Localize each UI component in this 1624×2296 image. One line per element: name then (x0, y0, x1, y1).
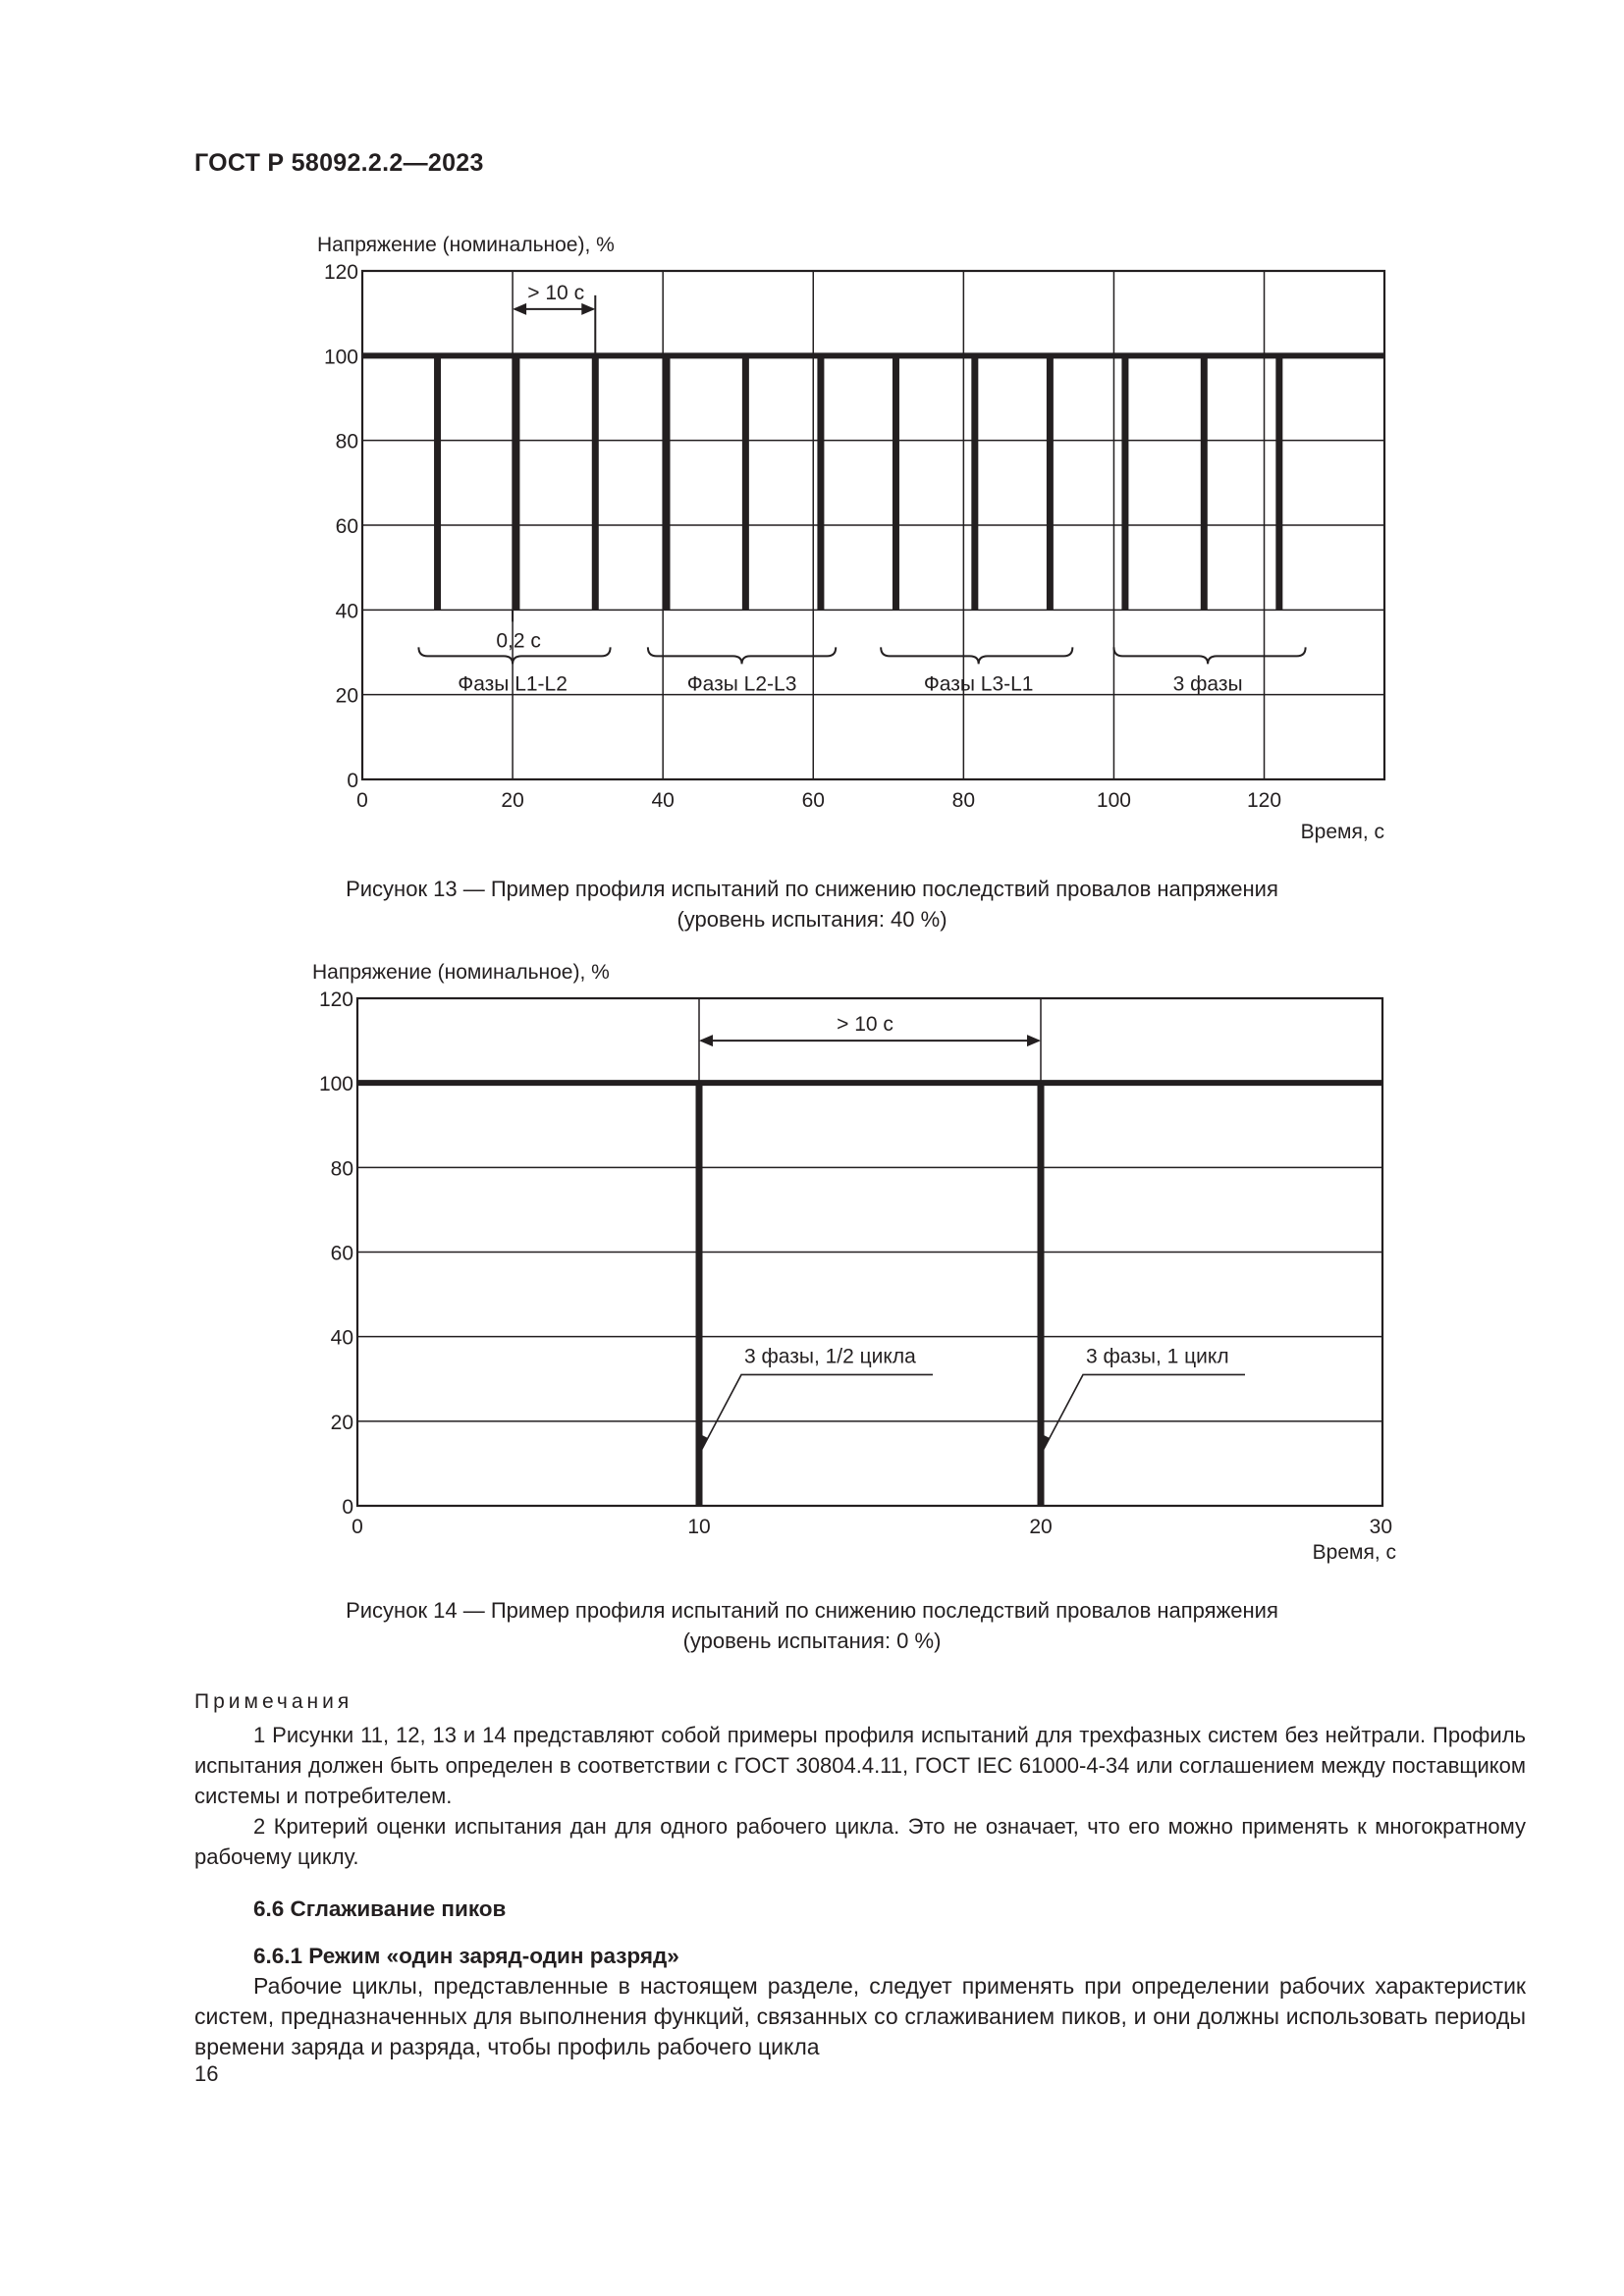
y-tick-label: 40 (335, 600, 358, 623)
note-1: 1 Рисунки 11, 12, 13 и 14 представляют собой примеры профиля испытаний для трехфазных систем без нейтрали. Профиль испытания должен быть определен в соответствии с ГОСТ 30804.4.11, ГОСТ IEC 61000-4-34 или соглашением между поставщиком системы и потребителем. (194, 1723, 1526, 1808)
group-label: Фазы L2-L3 (686, 672, 797, 696)
figure-14-title: Рисунок 14 — Пример профиля испытаний по снижению последствий провалов напряжения (346, 1598, 1278, 1623)
x-tick-label: 0 (352, 1516, 363, 1538)
x-tick-label: 20 (1029, 1516, 1053, 1538)
y-axis-label: Напряжение (номинальное), % (312, 961, 610, 984)
x-axis-label: Время, с (1300, 821, 1384, 843)
note-2: 2 Критерий оценки испытания дан для одного рабочего цикла. Это не означает, что его можно применять к многократному рабочему циклу. (194, 1814, 1526, 1869)
y-tick-label: 80 (335, 430, 358, 454)
interval-label: > 10 с (527, 281, 585, 304)
x-tick-label: 30 (1369, 1516, 1392, 1538)
y-tick-label: 40 (330, 1326, 353, 1350)
y-tick-label: 120 (323, 261, 358, 284)
x-tick-label: 20 (501, 789, 524, 812)
callout-arrow-icon (1043, 1435, 1050, 1451)
arrow-head-right-icon (1027, 1035, 1041, 1046)
y-tick-label: 0 (342, 1496, 353, 1519)
x-tick-label: 80 (951, 789, 976, 812)
document-header: ГОСТ Р 58092.2.2—2023 (194, 149, 484, 177)
group-label: Фазы L1-L2 (458, 672, 568, 696)
subsection-heading: 6.6.1 Режим «один заряд-один разряд» (253, 1944, 679, 1968)
figure-13-title: Рисунок 13 — Пример профиля испытаний по снижению последствий провалов напряжения (346, 877, 1278, 901)
callout-leader-line (1043, 1374, 1245, 1451)
notes-title: Примечания (194, 1690, 353, 1713)
x-tick-label: 40 (651, 789, 675, 812)
page-number: 16 (194, 2061, 219, 2086)
section-heading: 6.6 Сглаживание пиков (253, 1896, 507, 1921)
y-axis-label: Напряжение (номинальное), % (317, 234, 615, 256)
x-tick-label: 10 (687, 1516, 711, 1538)
y-tick-label: 60 (335, 515, 358, 538)
figure-13-subtitle: (уровень испытания: 40 %) (677, 907, 947, 932)
x-tick-label: 0 (356, 789, 368, 812)
y-tick-label: 80 (330, 1157, 353, 1181)
arrow-head-left-icon (699, 1035, 713, 1046)
y-tick-label: 60 (330, 1242, 353, 1265)
figure-14-subtitle: (уровень испытания: 0 %) (682, 1629, 942, 1653)
figure-14-caption (196, 1595, 1428, 1656)
interval-label: > 10 с (837, 1013, 893, 1037)
dip-duration-label: 0,2 с (496, 629, 541, 653)
callout-arrow-icon (701, 1435, 708, 1451)
y-tick-label: 20 (335, 684, 358, 708)
x-tick-label: 100 (1096, 789, 1131, 812)
x-tick-label: 120 (1247, 789, 1282, 812)
callout-leader-line (701, 1374, 933, 1451)
callout-label: 3 фазы, 1 цикл (1086, 1345, 1229, 1368)
callout-label: 3 фазы, 1/2 цикла (744, 1345, 916, 1368)
x-tick-label: 60 (801, 789, 825, 812)
x-axis-label: Время, с (1312, 1541, 1396, 1564)
y-tick-label: 100 (323, 346, 358, 369)
y-tick-label: 100 (318, 1073, 353, 1096)
group-label: Фазы L3-L1 (923, 672, 1034, 696)
y-tick-label: 120 (318, 988, 353, 1011)
y-tick-label: 0 (347, 770, 358, 792)
y-tick-label: 20 (330, 1411, 353, 1434)
section-paragraph: Рабочие циклы, представленные в настоящем разделе, следует применять при определении рабочих характеристик систем, предназначенных для выполнения функций, связанных со сглаживанием пиков, и они должны использовать периоды времени заряда и разряда, чтобы профиль рабочего цикла (194, 1973, 1526, 2059)
group-label: 3 фазы (1172, 672, 1243, 696)
